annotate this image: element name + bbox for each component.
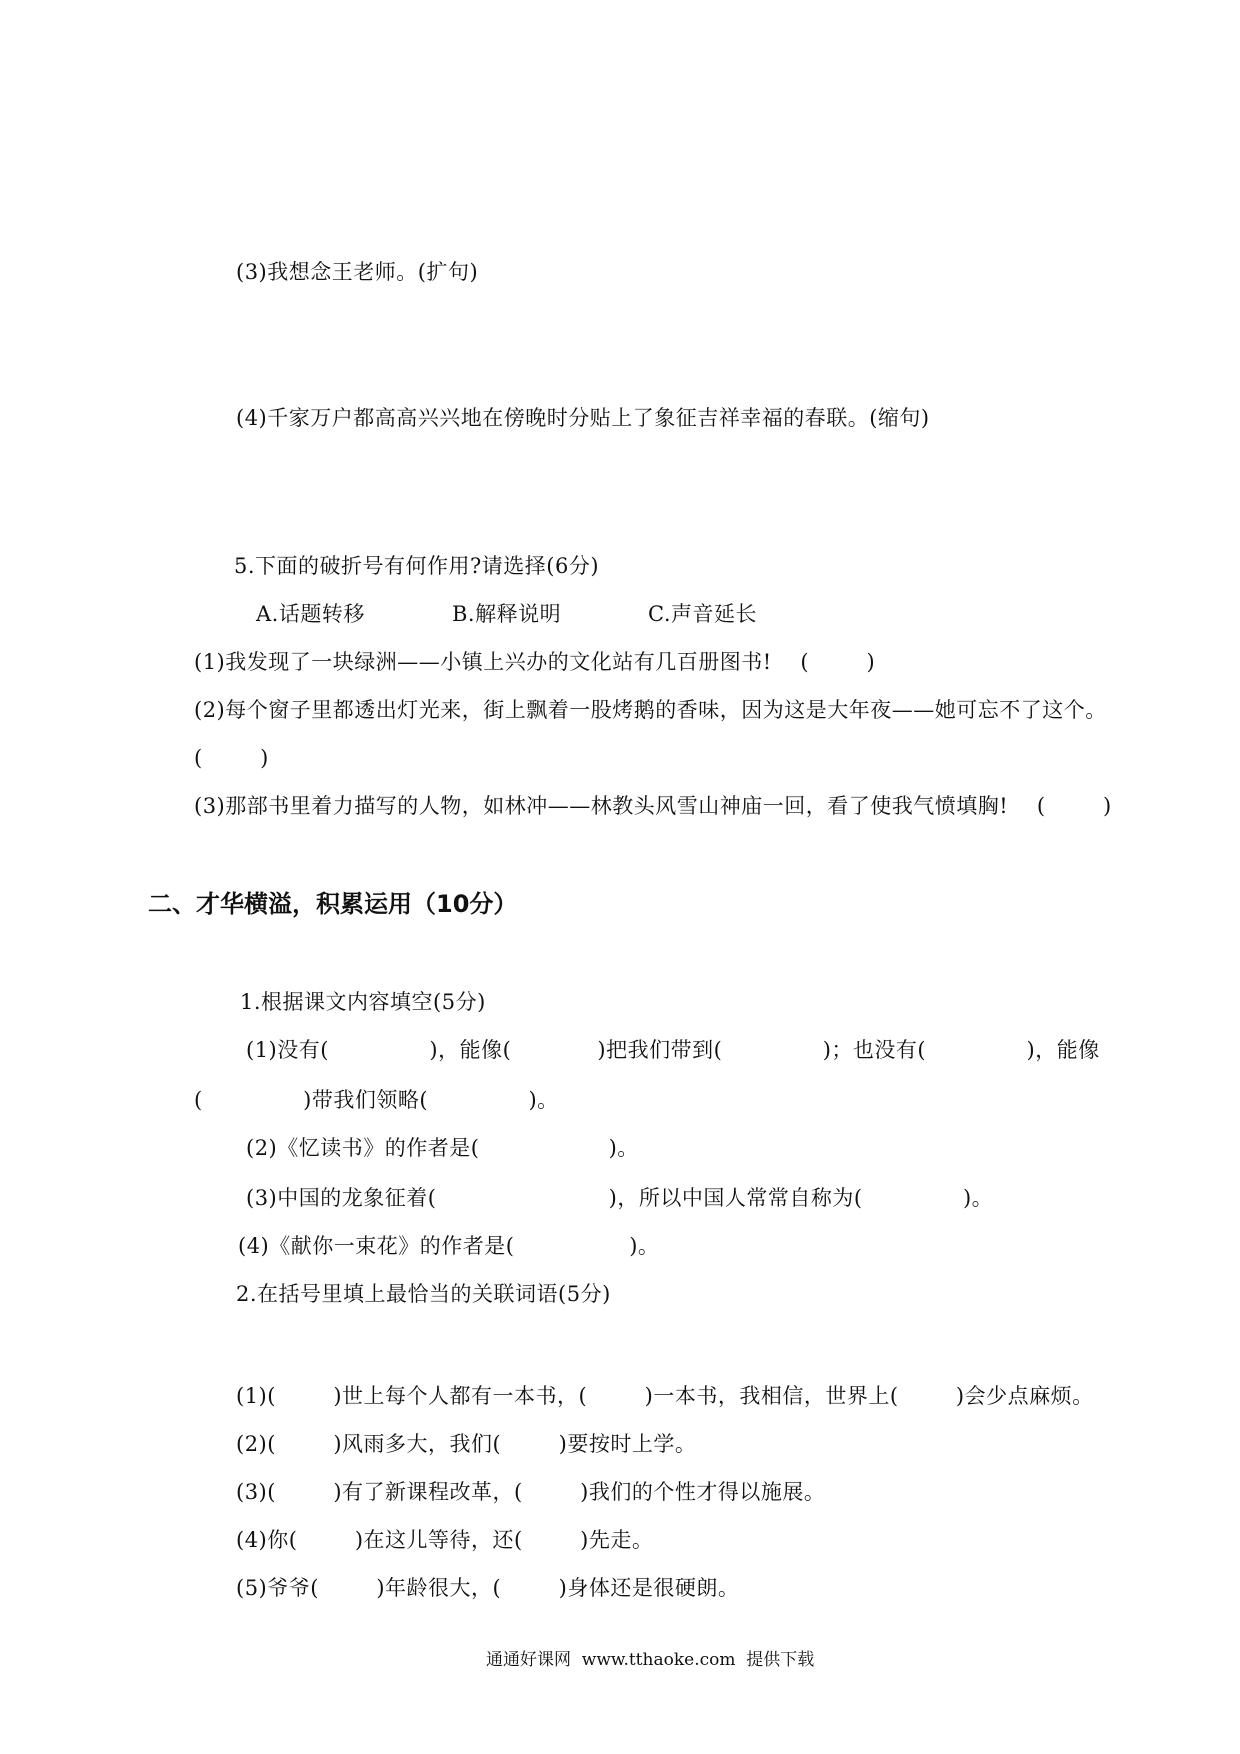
- conjunction-item-4: (4)你( )在这儿等待，还( )先走。: [236, 1528, 654, 1552]
- question-5-item-1: (1)我发现了一块绿洲——小镇上兴办的文化站有几百册图书! ( ): [194, 650, 876, 674]
- question-4-item-4: (4)千家万户都高高兴兴地在傍晚时分贴上了象征吉祥幸福的春联。(缩句): [236, 406, 930, 430]
- question-5-item-2: (2)每个窗子里都透出灯光来，街上飘着一股烤鹅的香味，因为这是大年夜——她可忘不了这个。: [194, 698, 1107, 722]
- fill-blank-item-3: (3)中国的龙象征着( )，所以中国人常常自称为( )。: [246, 1186, 994, 1210]
- conjunction-title: 2.在括号里填上最恰当的关联词语(5分): [236, 1282, 611, 1306]
- question-5-item-3: (3)那部书里着力描写的人物，如林冲——林教头风雪山神庙一回，看了使我气愤填胸! ( ): [194, 794, 1112, 818]
- section-2-heading: 二、才华横溢，积累运用（10分）: [148, 890, 518, 918]
- fill-blank-title: 1.根据课文内容填空(5分): [240, 990, 486, 1014]
- question-5-option-c: C.声音延长: [648, 602, 757, 626]
- conjunction-item-1: (1)( )世上每个人都有一本书，( )一本书，我相信，世界上( )会少点麻烦。: [236, 1384, 1094, 1408]
- question-4-item-3: (3)我想念王老师。(扩句): [236, 260, 479, 284]
- fill-blank-item-2: (2)《忆读书》的作者是( )。: [246, 1136, 639, 1160]
- fill-blank-item-1b: ( )带我们领略( )。: [194, 1088, 559, 1112]
- fill-blank-item-4: (4)《献你一束花》的作者是( )。: [238, 1234, 660, 1258]
- page-footer: 通通好课网 www.tthaoke.com 提供下载: [486, 1650, 815, 1670]
- question-5-option-a: A.话题转移: [256, 602, 365, 626]
- conjunction-item-5: (5)爷爷( )年龄很大，( )身体还是很硬朗。: [236, 1576, 740, 1600]
- question-5-item-2-answer: ( ): [194, 746, 269, 770]
- question-5-title: 5.下面的破折号有何作用?请选择(6分): [234, 554, 600, 578]
- conjunction-item-3: (3)( )有了新课程改革，( )我们的个性才得以施展。: [236, 1480, 826, 1504]
- fill-blank-item-1a: (1)没有( )，能像( )把我们带到( )；也没有( )，能像: [246, 1038, 1100, 1062]
- question-5-option-b: B.解释说明: [452, 602, 562, 626]
- conjunction-item-2: (2)( )风雨多大，我们( )要按时上学。: [236, 1432, 697, 1456]
